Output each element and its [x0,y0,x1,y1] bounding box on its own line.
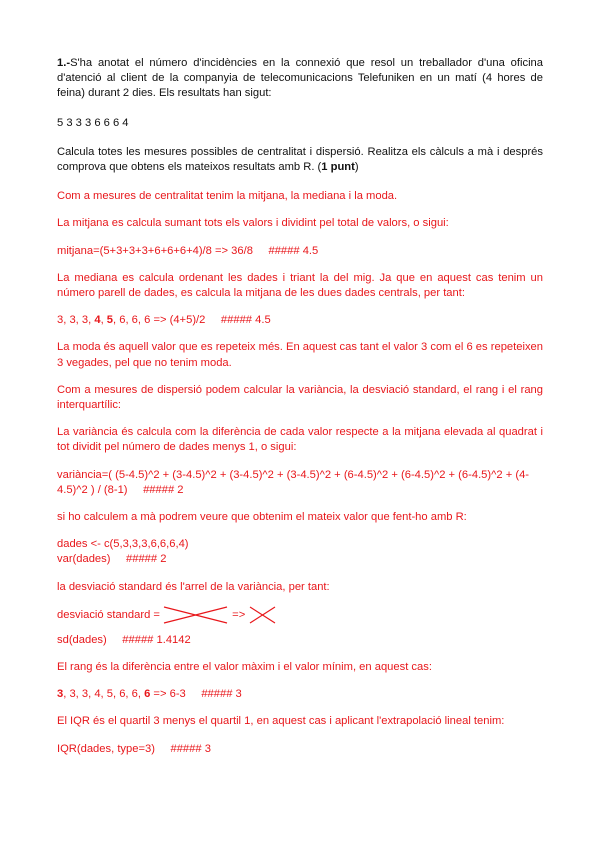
range-explanation: El rang és la diferència entre el valor màxim i el valor mínim, en aquest cas: [57,661,432,674]
median-central-2: 5 [106,314,114,327]
task-text-end: ) [354,161,359,174]
r-code-line-2: var(dades) ##### 2 [57,553,167,566]
sd-formula-line [57,605,543,625]
range-seq-mid: , 3, 3, 4, 5, 6, 6, [63,688,145,701]
sd-r-text: sd(dades) ##### 1.4142 [57,633,191,646]
r-code-line-1: dades <- c(5,3,3,3,6,6,6,4) [57,538,189,551]
problem-text: S'ha anotat el número d'incidències en la connexió que resol un treballador d'una oficina d'atenció al client de la companyia de telecomunicacions Telefuniken en un matí (4 hores de feina) durant 2 dies. Els resultats han sigut: [57,57,543,100]
median-central-1: 4 [94,314,101,327]
median-seq-sep: , [100,314,107,327]
sd-arrow: => [229,608,249,621]
sd-label: desviació standard = [57,608,164,621]
crossed-out-result-icon [248,605,278,625]
problem-data: 5 3 3 3 6 6 6 4 [57,116,129,129]
mode-explanation: La moda és aquell valor que es repeteix més. En aquest cas tant el valor 3 com el 6 es repeteixen 3 vegades, pel que no tenim moda. [57,341,543,369]
centrality-intro: Com a mesures de centralitat tenim la mitjana, la mediana i la moda. [57,190,398,203]
sd-explanation: la desviació standard és l'arrel de la variància, per tant: [57,580,330,593]
document-page [57,56,543,757]
median-seq-pre: 3, 3, 3, [57,314,95,327]
dispersion-intro: Com a mesures de dispersió podem calcular la variància, la desviació standard, el rang i el rang interquartílic: [57,383,543,412]
r-check-intro: si ho calculem a mà podrem veure que obtenim el mateix valor que fent-ho amb R: [57,511,467,524]
problem-number: 1.- [57,57,71,69]
iqr-explanation: El IQR és el quartil 3 menys el quartil 1, en aquest cas i aplicant l'extrapolació lineal tenim: [57,715,505,728]
problem-task [57,145,543,175]
r-code-block [57,537,543,567]
range-seq-post: => 6-3 ##### 3 [150,688,242,701]
sd-r-result [57,633,543,648]
mean-explanation: La mitjana es calcula sumant tots els valors i dividint pel total de valors, o sigui: [57,217,449,230]
median-explanation: La mediana es calcula ordenant les dades i triant la del mig. Ja que en aquest cas tenim un número parell de dades, es calcula la mitjana de les dues dades centrals, per tant: [57,271,543,300]
iqr-r-result [57,742,543,757]
variance-formula-text: variància=( (5-4.5)^2 + (3-4.5)^2 + (3-4.5)^2 + (3-4.5)^2 + (6-4.5)^2 + (6-4.5)^2 + (6-4.5)^2 + (4-4.5)^2 ) / (8-1) ##### 2 [57,468,530,496]
problem-statement [57,56,543,102]
range-min: 3 [57,688,64,701]
range-max: 6 [144,688,151,701]
iqr-r-text: IQR(dades, type=3) ##### 3 [57,742,211,755]
variance-explanation: La variància és calcula com la diferència de cada valor respecte a la mitjana elevada al quadrat i tot dividit pel número de dades menys 1, o sigui: [57,426,543,454]
mean-formula [57,244,543,259]
crossed-out-formula-icon [163,605,229,625]
task-points: 1 punt [321,161,355,174]
mean-formula-text: mitjana=(5+3+3+3+6+6+6+4)/8 => 36/8 ##### 4.5 [57,244,319,257]
median-seq-post: , 6, 6, 6 => (4+5)/2 ##### 4.5 [113,314,271,327]
median-sequence [57,313,543,328]
task-text: Calcula totes les mesures possibles de centralitat i dispersió. Realitza els càlculs a mà i després comprova que obtens els mateixos resultats amb R. ( [57,145,543,174]
variance-formula [57,468,543,498]
range-sequence [57,687,543,702]
